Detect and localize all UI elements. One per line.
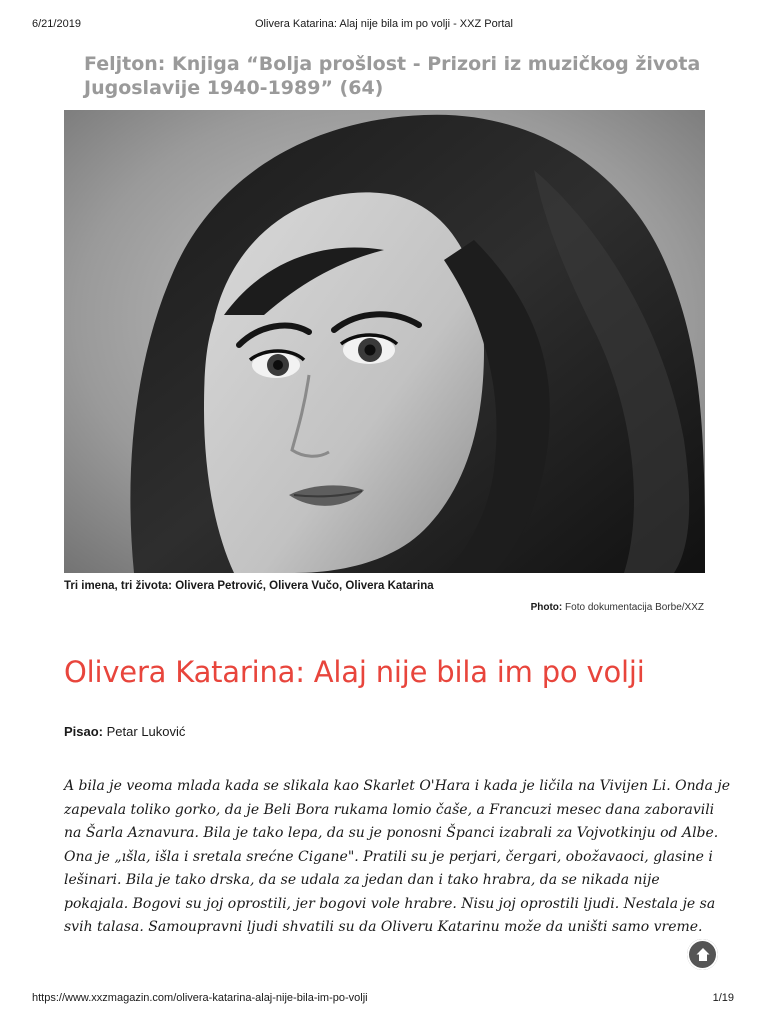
print-date: 6/21/2019 (32, 18, 81, 30)
byline (64, 724, 185, 739)
article-kicker: Feljton: Knjiga “Bolja prošlost - Prizori iz muzičkog života Jugoslavije 1940-1989” (64) (84, 53, 701, 99)
author-name: Petar Luković (106, 724, 186, 739)
byline-label: Pisao: (64, 724, 104, 739)
lead-line: svih talasa. Samoupravni ljudi shvatili su da Oliveru Katarinu može da uništi samo vreme. (64, 919, 703, 935)
article-headline: Olivera Katarina: Alaj nije bila im po volji (64, 655, 645, 689)
article-photo (64, 110, 705, 573)
print-page-number: 1/19 (712, 992, 734, 1004)
print-url: https://www.xxzmagazin.com/olivera-katarina-alaj-nije-bila-im-po-volji (32, 992, 368, 1004)
article-lead (64, 775, 731, 940)
scroll-to-top-button[interactable] (687, 939, 718, 970)
lead-line: A bila je veoma mlada kada se slikala kao Skarlet O'Hara i kada je ličila na Vivijen Li. Onda je (64, 778, 731, 794)
photo-credit-text: Foto dokumentacija Borbe/XXZ (565, 602, 704, 613)
image-caption: Tri imena, tri života: Olivera Petrović, Olivera Vučo, Olivera Katarina (64, 580, 434, 592)
lead-line: lešinari. Bila je tako drska, da se udala za jedan dan i tako hrabra, da se nikada nije (64, 872, 660, 888)
print-header (0, 14, 768, 34)
lead-line: Ona je „ıšla, išla i sretala srećne Cigane". Pratili su je perjari, čergari, obožavaoci, glasine i (64, 848, 713, 865)
lead-line: na Šarla Aznavura. Bila je tako lepa, da su je ponosni Španci izabrali za Vojvotkinju od Albe. (64, 825, 719, 841)
print-page-title: Olivera Katarina: Alaj nije bila im po volji - XXZ Portal (255, 18, 513, 30)
photo-credit-label: Photo: (530, 602, 563, 613)
lead-line: pokajala. Bogovi su joj oprostili, jer bogovi vole hrabre. Nisu joj oprostili ljudi. Nestala je sa (64, 895, 716, 912)
print-footer (0, 992, 768, 1012)
lead-line: zapevala toliko gorko, da je Beli Bora rukama lomio čaše, a Francuzi mesec dana zaboravili (64, 801, 715, 818)
photo-credit (531, 602, 704, 613)
arrow-up-circle-icon (693, 945, 713, 965)
